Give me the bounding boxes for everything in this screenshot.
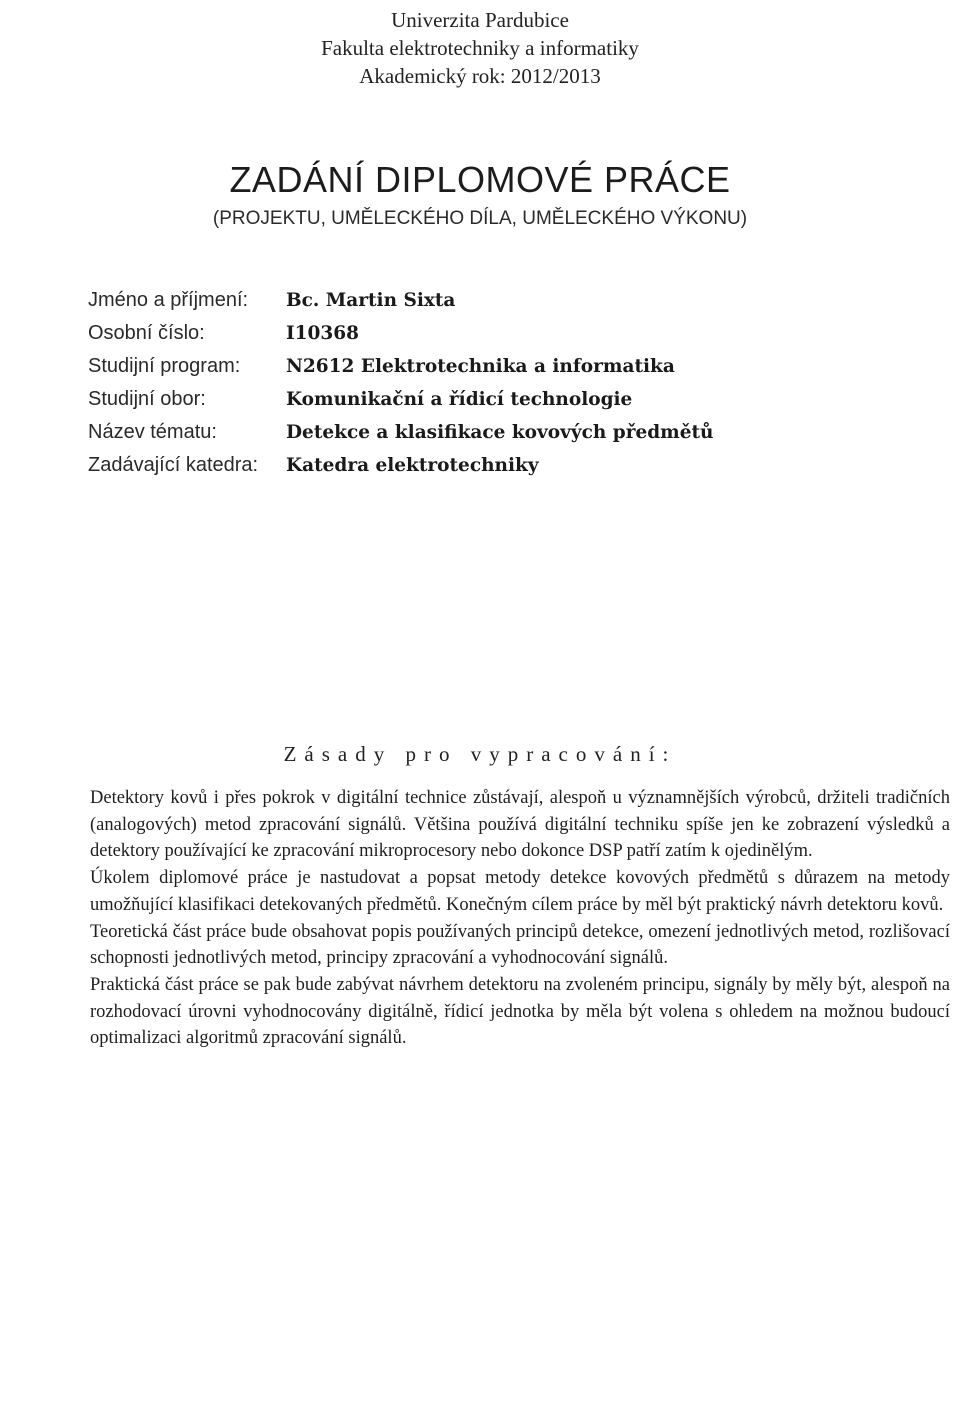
info-label: Studijní obor: <box>88 388 206 410</box>
info-value: Detekce a klasifikace kovových předmětů <box>286 422 714 443</box>
info-label: Název tématu: <box>88 421 217 443</box>
paragraph: Detektory kovů i přes pokrok v digitální technice zůstávají, alespoň u významnějších výrobců, držiteli tradičních (analogových) metod zpracování signálů. Většina používá digitální techniku spíše jen ke zobrazení výsledků a detektory používající ke zpracování mikroprocesory nebo dokonce DSP patří zatím k ojedinělým. <box>90 788 950 862</box>
info-value: I10368 <box>286 323 360 344</box>
academic-year: Akademický rok: 2012/2013 <box>359 64 601 88</box>
info-label: Osobní číslo: <box>88 322 205 344</box>
university-name: Univerzita Pardubice <box>391 8 569 32</box>
faculty-name: Fakulta elektrotechniky a informatiky <box>321 36 639 60</box>
info-row-name <box>88 284 928 317</box>
guidelines-body <box>90 785 950 1052</box>
info-row-topic <box>88 416 928 449</box>
document-title: ZADÁNÍ DIPLOMOVÉ PRÁCE <box>229 159 731 200</box>
info-label: Jméno a příjmení: <box>88 289 249 311</box>
info-label: Zadávající katedra: <box>88 454 259 476</box>
info-row-study-field <box>88 383 928 416</box>
paragraph: Teoretická část práce bude obsahovat popis používaných principů detekce, omezení jednotlivých metod, rozlišovací schopnosti jednotlivých metod, principy zpracování a vyhodnocování signálů. <box>90 921 950 969</box>
document-header <box>0 6 960 90</box>
info-value: Katedra elektrotechniky <box>286 455 539 476</box>
info-row-department <box>88 449 928 482</box>
document-subtitle: (PROJEKTU, UMĚLECKÉHO DÍLA, UMĚLECKÉHO VÝKONU) <box>212 208 748 229</box>
info-value: N2612 Elektrotechnika a informatika <box>286 356 675 377</box>
student-info-table <box>88 284 928 482</box>
section-heading: Zásady pro vypracování: <box>283 742 677 766</box>
info-label: Studijní program: <box>88 355 241 377</box>
paragraph: Praktická část práce se pak bude zabývat návrhem detektoru na zvoleném principu, signály by měly být, alespoň na rozhodovací úrovni vyhodnocovány digitálně, řídicí jednotka by měla být volena s ohledem na možnou budoucí optimalizaci algoritmů zpracování signálů. <box>90 974 950 1049</box>
info-row-personal-number <box>88 317 928 350</box>
info-value: Bc. Martin Sixta <box>286 290 456 311</box>
info-row-study-program <box>88 350 928 383</box>
paragraph: Úkolem diplomové práce je nastudovat a popsat metody detekce kovových předmětů s důrazem na metody umožňující klasifikaci detekovaných předmětů. Konečným cílem práce by měl být praktický návrh detektoru kovů. <box>90 868 950 915</box>
title-block <box>0 158 960 232</box>
info-value: Komunikační a řídicí technologie <box>286 389 633 410</box>
